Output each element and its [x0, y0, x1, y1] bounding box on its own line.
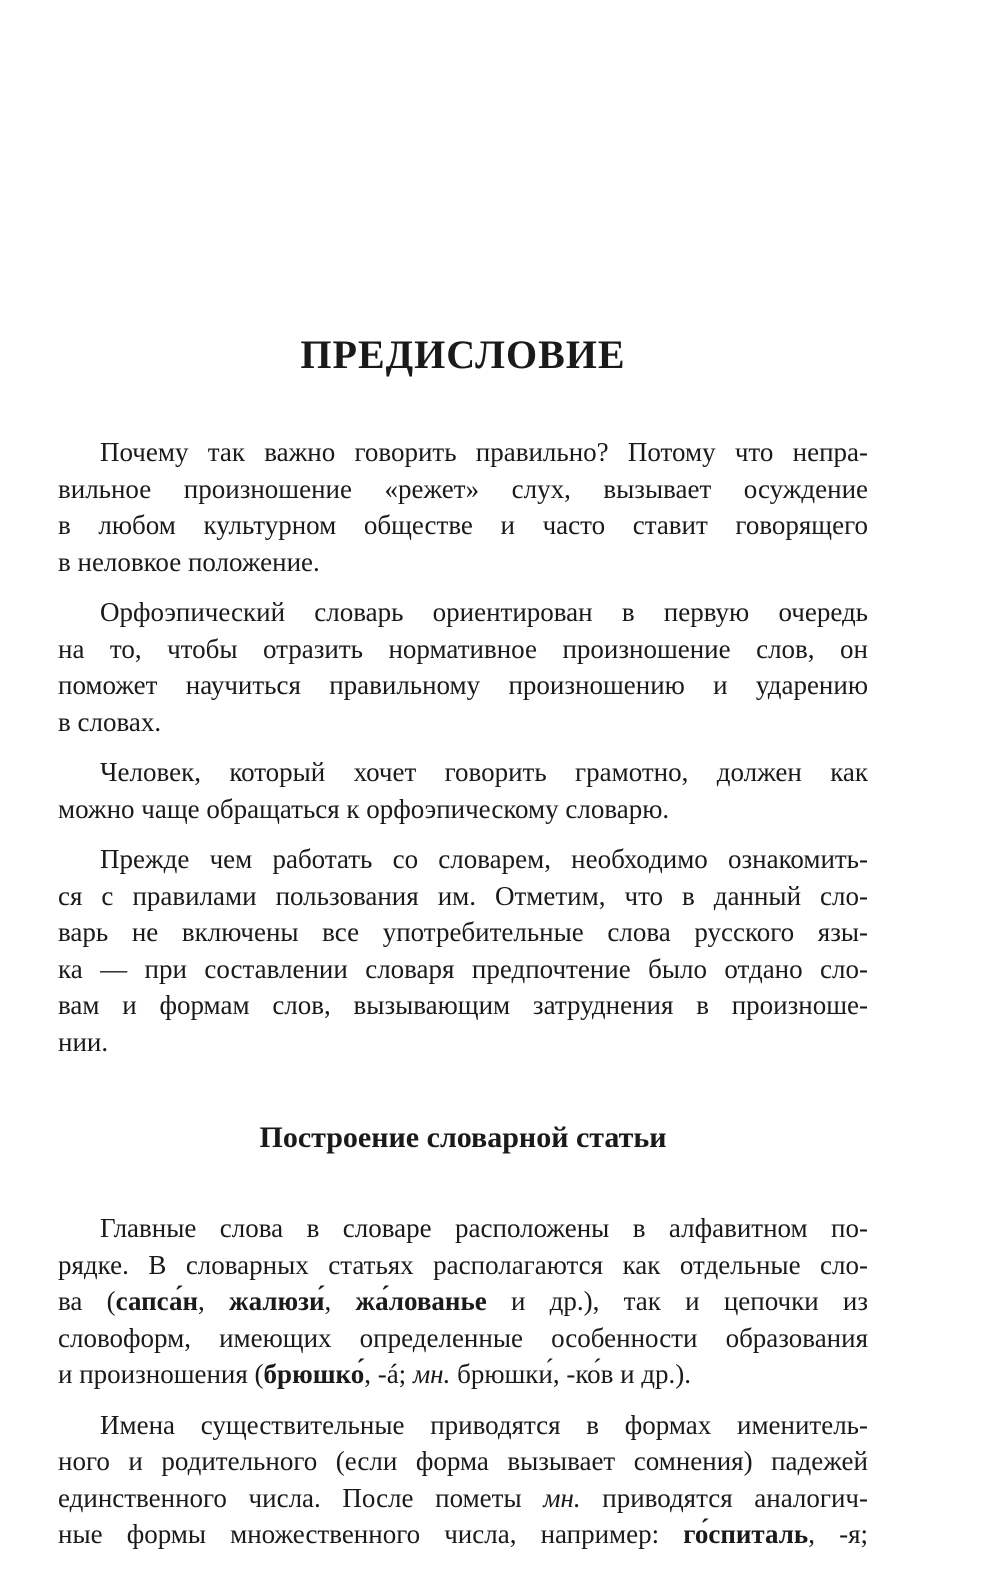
text-line: вам и формам слов, вызывающим затруднения в произноше-	[58, 990, 868, 1020]
intro-paragraph-4	[58, 841, 868, 1060]
text-line: в любом культурном обществе и часто ставит говорящего	[58, 510, 868, 540]
intro-paragraph-2	[58, 594, 868, 740]
headword: брюшко́	[263, 1359, 365, 1389]
text-line: ного и родительного (если форма вызывает сомнения) падежей	[58, 1446, 868, 1476]
text-line: Прежде чем работать со словарем, необходимо ознакомить-	[100, 844, 868, 874]
text-line: ные формы множественного числа, например: го́спиталь, -я;	[58, 1519, 868, 1549]
text-line: поможет научиться правильному произношению и ударению	[58, 670, 868, 700]
text-line: нии.	[58, 1026, 109, 1057]
page-title: ПРЕДИСЛОВИЕ	[300, 332, 626, 377]
section-heading: Построение словарной статьи	[259, 1121, 667, 1154]
intro-paragraph-3	[58, 754, 868, 827]
text-line: на то, чтобы отразить нормативное произношение слов, он	[58, 633, 868, 664]
text-line: словоформ, имеющих определенные особенности образования	[58, 1322, 868, 1353]
headword: жа́лованье	[355, 1286, 487, 1316]
headword: сапса́н	[115, 1286, 199, 1316]
intro-paragraph-1	[58, 434, 868, 580]
headword: жалюзи́	[229, 1286, 325, 1316]
headword: го́спиталь	[683, 1519, 809, 1549]
section-paragraph-2	[58, 1407, 868, 1553]
text-line: Имена существительные приводятся в формах именитель-	[100, 1409, 868, 1440]
text-line: вильное произношение «режет» слух, вызывает осуждение	[58, 473, 868, 504]
text-line: Почему так важно говорить правильно? Потому что непра-	[100, 437, 868, 467]
abbreviation: мн.	[412, 1359, 451, 1389]
text-line: в словах.	[58, 706, 162, 737]
page-content	[58, 330, 868, 1553]
text-line: ва (сапса́н, жалюзи́, жа́лованье и др.), так и цепочки из	[58, 1286, 869, 1316]
text-line: ка — при составлении словаря предпочтение было отдано сло-	[58, 953, 868, 984]
text-line: Орфоэпический словарь ориентирован в первую очередь	[100, 597, 868, 627]
text-line: рядке. В словарных статьях располагаются как отдельные сло-	[58, 1249, 868, 1280]
text-line: варь не включены все употребительные слова русского язы-	[58, 917, 868, 947]
text-line: ся с правилами пользования им. Отметим, что в данный сло-	[58, 880, 868, 911]
text-line: можно чаще обращаться к орфоэпическому словарю.	[58, 793, 670, 824]
section-paragraph-1	[58, 1210, 868, 1393]
text-line: в неловкое положение.	[58, 546, 320, 577]
text-line: и произношения (брюшко́, -á; мн. брюшки́, -ко́в и др.).	[58, 1359, 692, 1389]
text-line: единственного числа. После пометы мн. приводятся аналогич-	[58, 1482, 868, 1513]
text-line: Человек, который хочет говорить грамотно, должен как	[100, 757, 868, 787]
abbreviation: мн.	[543, 1482, 581, 1513]
text-line: Главные слова в словаре расположены в алфавитном по-	[100, 1213, 868, 1243]
